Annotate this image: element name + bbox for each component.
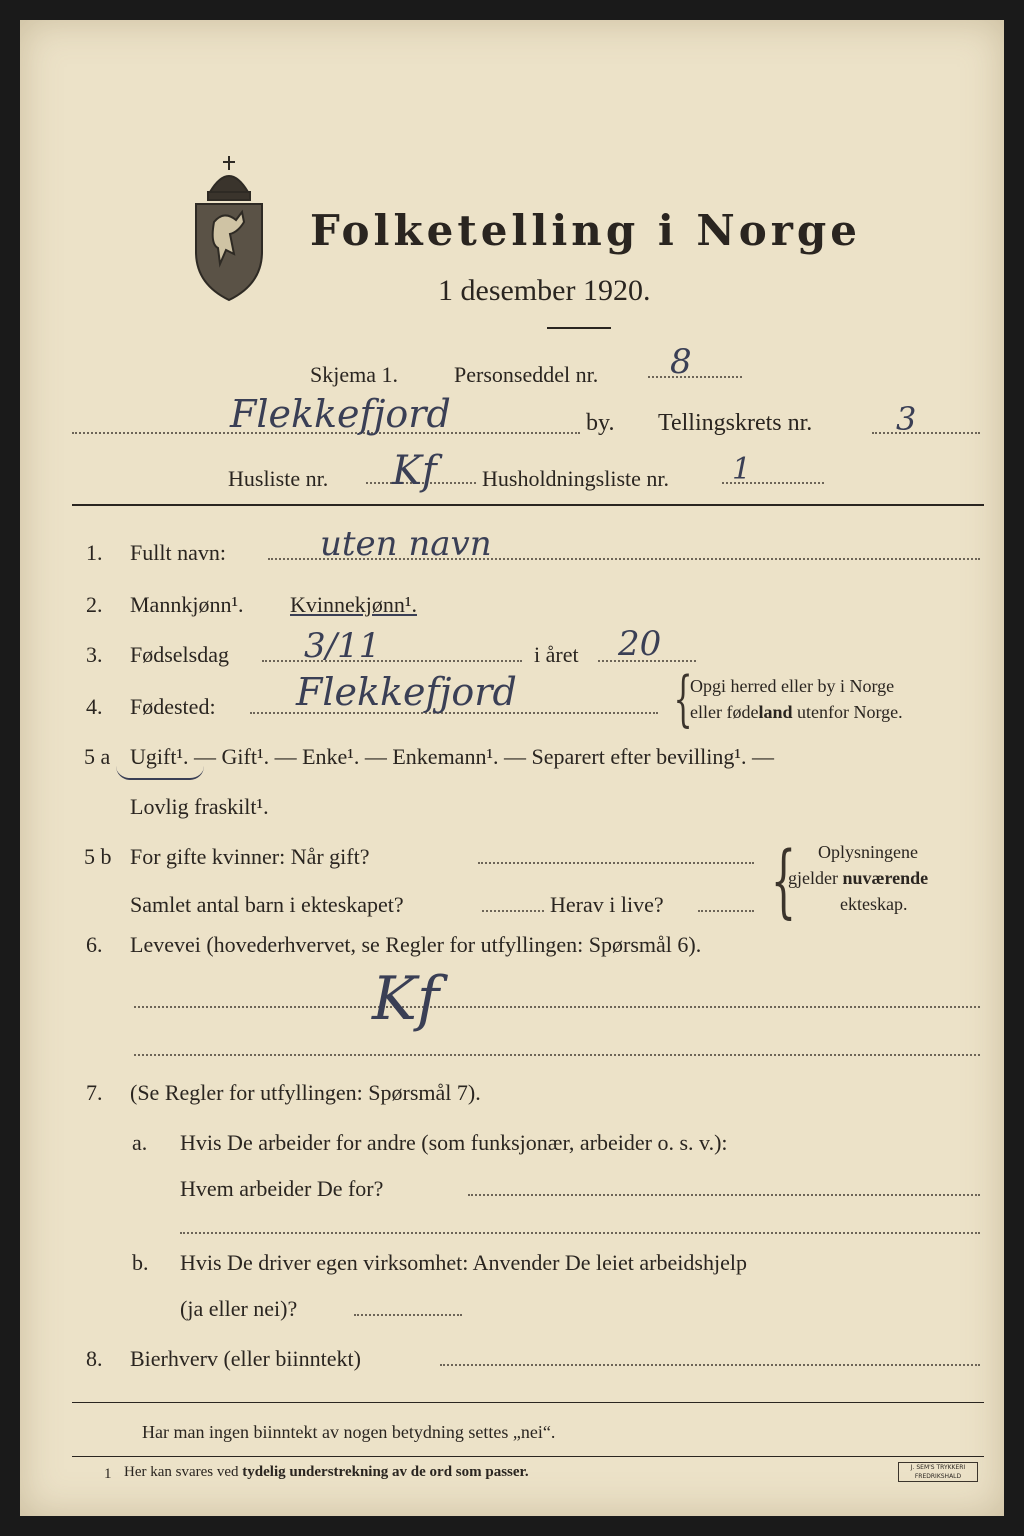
q5a-ugift-underline [116,766,204,780]
q8-number: 8. [86,1346,103,1371]
q6-number: 6. [86,932,103,957]
personseddel-line [648,376,742,378]
q5a-lovlig-fraskilt[interactable]: Lovlig fraskilt¹. [130,794,269,819]
q7b-answer-line[interactable] [354,1314,462,1316]
q5b-note-2: gjelder nuværende [788,868,929,888]
q5b-brace: { [770,834,797,927]
tellingskrets-label: Tellingskrets nr. [658,410,813,436]
q7a-line-2: Hvem arbeider De for? [180,1176,384,1201]
q6-value[interactable]: Kf [372,964,440,1034]
husholdningsliste-value[interactable]: 1 [732,452,752,487]
q7-label: (Se Regler for utfyllingen: Spørsmål 7). [130,1080,481,1105]
q5b-herav-line [698,910,754,912]
q3-line [262,660,522,662]
footnote-rule [72,1456,984,1457]
q5b-herav-label: Herav i live? [550,892,664,917]
q4-note-2: eller fødeland utenfor Norge. [690,702,903,722]
by-label: by. [586,410,615,436]
q4-value[interactable]: Flekkefjord [296,670,517,714]
q5a-number: 5 a [84,744,111,769]
q5b-note-3: ekteskap. [840,894,908,914]
q6-label: Levevei (hovederhvervet, se Regler for utfyllingen: Spørsmål 6). [130,932,702,957]
q8-answer-line[interactable] [440,1364,980,1366]
q4-label: Fødested: [130,694,216,719]
q2-number: 2. [86,592,103,617]
q1-label: Fullt navn: [130,540,226,565]
q3-label: Fødselsdag [130,642,229,667]
norwegian-coat-of-arms-icon [188,152,270,302]
q7b-line-1: Hvis De driver egen virksomhet: Anvender De leiet arbeidshjelp [180,1250,747,1275]
by-value[interactable]: Flekkefjord [230,392,451,436]
form-date: 1 desember 1920. [438,274,651,307]
q2-mannkjonn[interactable]: Mannkjønn¹. [130,592,244,617]
q4-brace: { [673,664,693,734]
q4-note-1: Opgi herred eller by i Norge [690,676,895,696]
header-rule [72,504,984,506]
husliste-label: Husliste nr. [228,466,329,491]
q7a-answer-line-2[interactable] [180,1232,980,1234]
q5a-options[interactable]: Ugift¹. — Gift¹. — Enke¹. — Enkemann¹. — Separert efter bevilling¹. — [130,744,774,769]
title-divider [547,327,611,329]
q5b-number: 5 b [84,844,112,869]
q5b-gift-line [478,862,754,864]
q5b-barn-label: Samlet antal barn i ekteskapet? [130,892,404,917]
census-form [20,20,1004,1516]
q7a-answer-line[interactable] [468,1194,980,1196]
q1-value[interactable]: uten navn [320,524,492,564]
tellingskrets-line [872,432,980,434]
q2-kvinnekjonn-selected[interactable]: Kvinnekjønn¹. [290,592,417,617]
q4-number: 4. [86,694,103,719]
footer-note: Har man ingen biinntekt av nogen betydning settes „nei“. [142,1422,556,1442]
q5b-barn-line [482,910,544,912]
q3-value[interactable]: 3/11 [304,626,381,666]
skjema-label: Skjema 1. [310,362,398,387]
footnote-number: 1 [104,1466,112,1482]
q6-line-1 [134,1006,980,1008]
q3-aar-value[interactable]: 20 [618,624,662,664]
q7b-number: b. [132,1250,149,1275]
q7b-line-2: (ja eller nei)? [180,1296,298,1321]
footnote-text: Her kan svares ved tydelig understrekning av de ord som passer. [124,1464,529,1480]
footer-rule [72,1402,984,1403]
q5b-line-1: For gifte kvinner: Når gift? [130,844,370,869]
q7a-line-1: Hvis De arbeider for andre (som funksjonær, arbeider o. s. v.): [180,1130,728,1155]
q8-label: Bierhverv (eller biinntekt) [130,1346,361,1371]
form-title: Folketelling i Norge [310,206,862,255]
personseddel-label: Personseddel nr. [454,362,599,387]
tellingskrets-value[interactable]: 3 [896,400,917,438]
q5b-note-1: Oplysningene [818,842,918,862]
personseddel-value[interactable]: 8 [670,342,692,382]
printer-stamp: J. SEM'S TRYKKERI FREDRIKSHALD [898,1462,978,1482]
q3-number: 3. [86,642,103,667]
q6-line-2 [134,1054,980,1056]
q1-number: 1. [86,540,103,565]
husliste-value[interactable]: Kf [392,448,437,494]
q7-number: 7. [86,1080,103,1105]
husholdningsliste-label: Husholdningsliste nr. [482,466,670,491]
q7a-number: a. [132,1130,148,1155]
q3-aar-label: i året [534,642,579,667]
